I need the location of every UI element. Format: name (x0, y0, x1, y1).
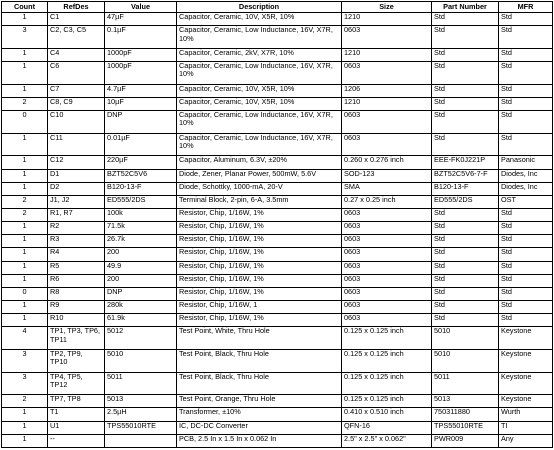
cell-part-number: Std (432, 314, 499, 327)
cell-refdes: C11 (48, 133, 105, 156)
cell-refdes: R1, R7 (48, 208, 105, 221)
cell-part-number: Std (432, 13, 499, 26)
cell-refdes: C6 (48, 61, 105, 84)
cell-size: 0603 (342, 235, 432, 248)
cell-description: Test Point, Orange, Thru Hole (177, 395, 342, 408)
cell-value: 200 (105, 274, 177, 287)
cell-refdes: R5 (48, 261, 105, 274)
table-row (2, 372, 553, 395)
cell-part-number: Std (432, 110, 499, 133)
cell-value: DNP (105, 287, 177, 300)
cell-mfr: Std (499, 48, 553, 61)
cell-refdes: J1, J2 (48, 195, 105, 208)
cell-part-number: Std (432, 61, 499, 84)
table-row (2, 235, 553, 248)
cell-size: SMA (342, 182, 432, 195)
cell-mfr: Any (499, 434, 553, 447)
table-row (2, 395, 553, 408)
cell-refdes: D2 (48, 182, 105, 195)
cell-part-number: ED555/2DS (432, 195, 499, 208)
cell-part-number: Std (432, 208, 499, 221)
cell-description: Resistor, Chip, 1/16W, 1% (177, 287, 342, 300)
cell-size: 0603 (342, 26, 432, 49)
cell-value: 4.7µF (105, 84, 177, 97)
table-row (2, 13, 553, 26)
table-row (2, 421, 553, 434)
cell-size: 0603 (342, 274, 432, 287)
cell-refdes: -- (48, 434, 105, 447)
cell-refdes: D1 (48, 169, 105, 182)
cell-refdes: R2 (48, 222, 105, 235)
cell-size: 1210 (342, 13, 432, 26)
cell-mfr: Std (499, 274, 553, 287)
cell-description: Transformer, ±10% (177, 408, 342, 421)
cell-mfr: Std (499, 300, 553, 313)
table-row (2, 300, 553, 313)
cell-refdes: R4 (48, 248, 105, 261)
cell-description: Diode, Schottky, 1000-mA, 20-V (177, 182, 342, 195)
cell-part-number: B120-13-F (432, 182, 499, 195)
header-part-number: Part Number (432, 2, 499, 13)
cell-part-number: PWR009 (432, 434, 499, 447)
table-row (2, 195, 553, 208)
cell-value: 5011 (105, 372, 177, 395)
cell-part-number: 5010 (432, 349, 499, 372)
cell-part-number: 5013 (432, 395, 499, 408)
header-size: Size (342, 2, 432, 13)
cell-size: 0603 (342, 300, 432, 313)
cell-part-number: Std (432, 222, 499, 235)
cell-mfr: Std (499, 84, 553, 97)
cell-refdes: C1 (48, 13, 105, 26)
cell-mfr: Std (499, 26, 553, 49)
cell-value: TPS55010RTE (105, 421, 177, 434)
table-row (2, 327, 553, 350)
cell-size: 1206 (342, 84, 432, 97)
cell-mfr: Std (499, 261, 553, 274)
cell-description: Resistor, Chip, 1/16W, 1% (177, 222, 342, 235)
cell-count: 1 (2, 84, 48, 97)
cell-value: 100k (105, 208, 177, 221)
cell-description: Capacitor, Ceramic, 10V, X5R, 10% (177, 84, 342, 97)
cell-size: 1210 (342, 97, 432, 110)
cell-value: 200 (105, 248, 177, 261)
cell-size: 0603 (342, 61, 432, 84)
table-row (2, 222, 553, 235)
cell-refdes: TP1, TP3, TP6, TP11 (48, 327, 105, 350)
cell-size: 0.260 x 0.276 inch (342, 156, 432, 169)
cell-mfr: Keystone (499, 327, 553, 350)
cell-count: 1 (2, 274, 48, 287)
cell-count: 1 (2, 13, 48, 26)
cell-count: 1 (2, 408, 48, 421)
cell-count: 0 (2, 110, 48, 133)
cell-value: 1000pF (105, 61, 177, 84)
cell-description: Capacitor, Ceramic, Low Inductance, 16V, X7R, 10% (177, 133, 342, 156)
cell-description: Capacitor, Ceramic, Low Inductance, 16V, X7R, 10% (177, 110, 342, 133)
cell-value: 10µF (105, 97, 177, 110)
cell-count: 1 (2, 434, 48, 447)
cell-count: 1 (2, 421, 48, 434)
header-row (2, 2, 553, 13)
cell-mfr: Diodes, Inc (499, 169, 553, 182)
cell-count: 2 (2, 208, 48, 221)
cell-size: 0603 (342, 222, 432, 235)
cell-count: 3 (2, 349, 48, 372)
table-row (2, 156, 553, 169)
cell-count: 1 (2, 314, 48, 327)
cell-value: 61.9k (105, 314, 177, 327)
cell-refdes: R6 (48, 274, 105, 287)
cell-description: Test Point, White, Thru Hole (177, 327, 342, 350)
cell-value: DNP (105, 110, 177, 133)
cell-refdes: C2, C3, C5 (48, 26, 105, 49)
cell-count: 1 (2, 248, 48, 261)
cell-value: 280k (105, 300, 177, 313)
table-row (2, 61, 553, 84)
cell-size: 0.125 x 0.125 inch (342, 349, 432, 372)
cell-value: 47µF (105, 13, 177, 26)
cell-size: QFN-16 (342, 421, 432, 434)
cell-value: 220µF (105, 156, 177, 169)
cell-refdes: C12 (48, 156, 105, 169)
cell-size: SOD-123 (342, 169, 432, 182)
cell-part-number: Std (432, 48, 499, 61)
cell-size: 0603 (342, 248, 432, 261)
cell-value: 1000pF (105, 48, 177, 61)
cell-value: 5012 (105, 327, 177, 350)
cell-value: BZT52C5V6 (105, 169, 177, 182)
cell-mfr: Keystone (499, 395, 553, 408)
cell-mfr: Keystone (499, 372, 553, 395)
cell-mfr: Panasonic (499, 156, 553, 169)
cell-description: Capacitor, Ceramic, 10V, X5R, 10% (177, 13, 342, 26)
cell-count: 4 (2, 327, 48, 350)
cell-description: Resistor, Chip, 1/16W, 1% (177, 261, 342, 274)
cell-mfr: Std (499, 110, 553, 133)
cell-mfr: Std (499, 222, 553, 235)
cell-description: Capacitor, Aluminum, 6.3V, ±20% (177, 156, 342, 169)
cell-part-number: Std (432, 235, 499, 248)
cell-refdes: C7 (48, 84, 105, 97)
table-row (2, 84, 553, 97)
cell-count: 1 (2, 300, 48, 313)
cell-count: 1 (2, 156, 48, 169)
header-description: Description (177, 2, 342, 13)
cell-description: PCB, 2.5 In x 1.5 In x 0.062 In (177, 434, 342, 447)
cell-count: 2 (2, 395, 48, 408)
cell-size: 0603 (342, 261, 432, 274)
cell-part-number: 5010 (432, 327, 499, 350)
cell-refdes: TP2, TP9, TP10 (48, 349, 105, 372)
table-row (2, 208, 553, 221)
cell-value: 49.9 (105, 261, 177, 274)
table-row (2, 110, 553, 133)
cell-refdes: T1 (48, 408, 105, 421)
cell-value: 2.5µH (105, 408, 177, 421)
cell-description: Resistor, Chip, 1/16W, 1 (177, 300, 342, 313)
cell-part-number: Std (432, 248, 499, 261)
cell-count: 1 (2, 133, 48, 156)
cell-description: Capacitor, Ceramic, 2kV, X7R, 10% (177, 48, 342, 61)
cell-value: 0.01µF (105, 133, 177, 156)
cell-value: 5010 (105, 349, 177, 372)
cell-size: 0603 (342, 314, 432, 327)
cell-mfr: Diodes, Inc (499, 182, 553, 195)
cell-mfr: Keystone (499, 349, 553, 372)
cell-count: 1 (2, 182, 48, 195)
cell-refdes: TP4, TP5, TP12 (48, 372, 105, 395)
cell-refdes: R9 (48, 300, 105, 313)
cell-mfr: OST (499, 195, 553, 208)
bom-table (1, 1, 553, 448)
table-row (2, 274, 553, 287)
table-row (2, 434, 553, 447)
cell-mfr: Std (499, 287, 553, 300)
header-refdes: RefDes (48, 2, 105, 13)
cell-value: 71.5k (105, 222, 177, 235)
table-row (2, 261, 553, 274)
cell-count: 1 (2, 235, 48, 248)
header-count: Count (2, 2, 48, 13)
cell-count: 1 (2, 48, 48, 61)
table-row (2, 349, 553, 372)
cell-description: IC, DC-DC Converter (177, 421, 342, 434)
cell-count: 3 (2, 26, 48, 49)
table-row (2, 408, 553, 421)
cell-part-number: Std (432, 97, 499, 110)
table-row (2, 26, 553, 49)
table-row (2, 48, 553, 61)
table-row (2, 182, 553, 195)
cell-refdes: R3 (48, 235, 105, 248)
cell-size: 0603 (342, 208, 432, 221)
cell-mfr: TI (499, 421, 553, 434)
bom-body (2, 13, 553, 448)
cell-mfr: Std (499, 248, 553, 261)
cell-part-number: Std (432, 133, 499, 156)
cell-mfr: Std (499, 314, 553, 327)
cell-description: Capacitor, Ceramic, Low Inductance, 16V, X7R, 10% (177, 61, 342, 84)
cell-description: Resistor, Chip, 1/16W, 1% (177, 314, 342, 327)
cell-refdes: TP7, TP8 (48, 395, 105, 408)
cell-size: 1210 (342, 48, 432, 61)
cell-count: 3 (2, 372, 48, 395)
cell-mfr: Std (499, 235, 553, 248)
table-row (2, 314, 553, 327)
cell-refdes: R10 (48, 314, 105, 327)
cell-description: Resistor, Chip, 1/16W, 1% (177, 248, 342, 261)
cell-part-number: EEE-FK0J221P (432, 156, 499, 169)
header-mfr: MFR (499, 2, 553, 13)
cell-description: Diode, Zener, Planar Power, 500mW, 5.6V (177, 169, 342, 182)
cell-count: 2 (2, 97, 48, 110)
cell-size: 0603 (342, 110, 432, 133)
cell-value (105, 434, 177, 447)
cell-refdes: C10 (48, 110, 105, 133)
cell-refdes: C8, C9 (48, 97, 105, 110)
cell-size: 0603 (342, 287, 432, 300)
cell-size: 0.125 x 0.125 inch (342, 372, 432, 395)
cell-part-number: TPS55010RTE (432, 421, 499, 434)
cell-count: 1 (2, 169, 48, 182)
cell-description: Capacitor, Ceramic, 10V, X5R, 10% (177, 97, 342, 110)
table-row (2, 133, 553, 156)
cell-value: B120-13-F (105, 182, 177, 195)
cell-count: 1 (2, 261, 48, 274)
cell-refdes: U1 (48, 421, 105, 434)
cell-value: ED555/2DS (105, 195, 177, 208)
cell-part-number: Std (432, 287, 499, 300)
cell-mfr: Std (499, 61, 553, 84)
cell-count: 1 (2, 222, 48, 235)
cell-description: Resistor, Chip, 1/16W, 1% (177, 235, 342, 248)
cell-part-number: 5011 (432, 372, 499, 395)
table-row (2, 248, 553, 261)
cell-part-number: Std (432, 84, 499, 97)
cell-refdes: C4 (48, 48, 105, 61)
cell-mfr: Std (499, 133, 553, 156)
table-row (2, 287, 553, 300)
cell-part-number: Std (432, 300, 499, 313)
cell-part-number: 750311880 (432, 408, 499, 421)
cell-size: 2.5" x 2.5" x 0.062" (342, 434, 432, 447)
cell-description: Resistor, Chip, 1/16W, 1% (177, 208, 342, 221)
cell-description: Test Point, Black, Thru Hole (177, 372, 342, 395)
cell-size: 0.410 x 0.510 inch (342, 408, 432, 421)
cell-count: 1 (2, 61, 48, 84)
cell-part-number: Std (432, 261, 499, 274)
cell-part-number: Std (432, 274, 499, 287)
cell-part-number: BZT52C5V6-7-F (432, 169, 499, 182)
cell-size: 0.27 x 0.25 inch (342, 195, 432, 208)
table-row (2, 169, 553, 182)
cell-description: Test Point, Black, Thru Hole (177, 349, 342, 372)
cell-description: Capacitor, Ceramic, Low Inductance, 16V, X7R, 10% (177, 26, 342, 49)
cell-refdes: R8 (48, 287, 105, 300)
cell-count: 0 (2, 287, 48, 300)
cell-description: Terminal Block, 2-pin, 6-A, 3.5mm (177, 195, 342, 208)
cell-mfr: Std (499, 208, 553, 221)
cell-value: 0.1µF (105, 26, 177, 49)
cell-size: 0.125 x 0.125 inch (342, 395, 432, 408)
table-row (2, 97, 553, 110)
cell-size: 0.125 x 0.125 inch (342, 327, 432, 350)
cell-size: 0603 (342, 133, 432, 156)
cell-count: 2 (2, 195, 48, 208)
cell-value: 5013 (105, 395, 177, 408)
header-value: Value (105, 2, 177, 13)
cell-part-number: Std (432, 26, 499, 49)
cell-mfr: Std (499, 97, 553, 110)
cell-description: Resistor, Chip, 1/16W, 1% (177, 274, 342, 287)
cell-value: 26.7k (105, 235, 177, 248)
cell-mfr: Wurth (499, 408, 553, 421)
cell-mfr: Std (499, 13, 553, 26)
